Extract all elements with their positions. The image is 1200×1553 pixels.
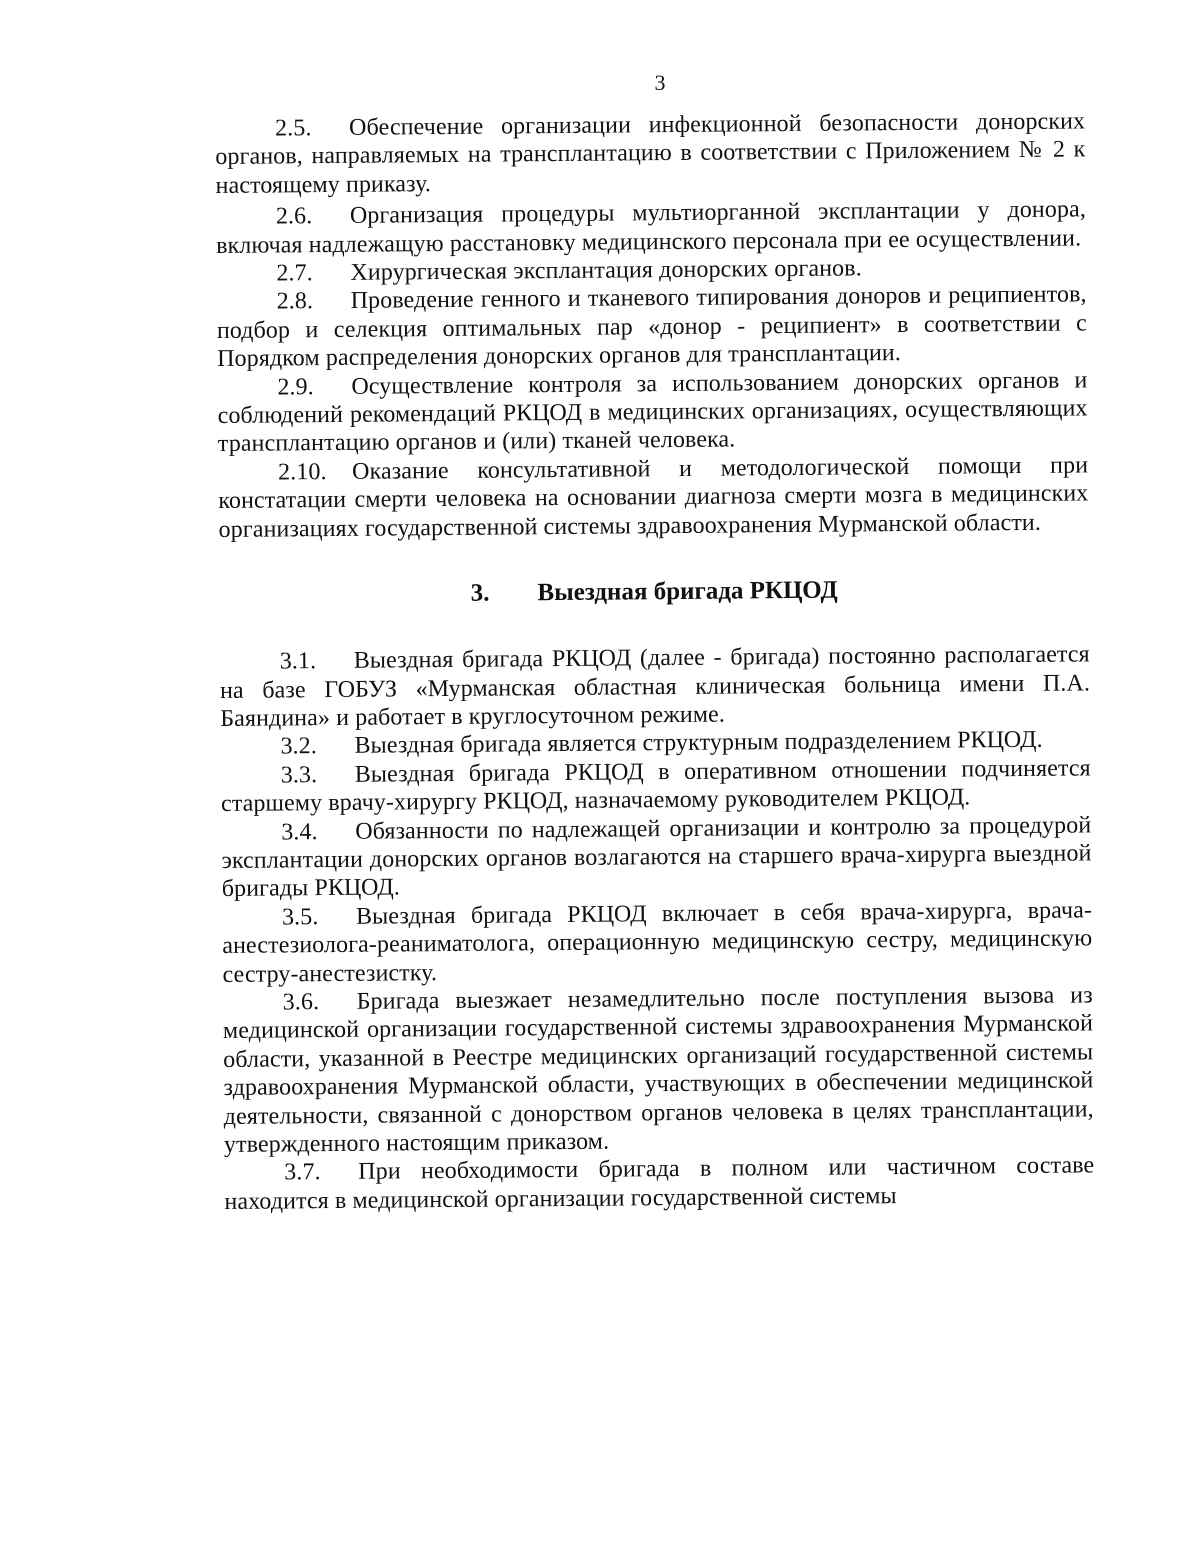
section-3-items: [220, 640, 1095, 1216]
item-number: 3.6.: [282, 989, 320, 1016]
paragraph-2-8: [217, 281, 1088, 374]
item-number: 3.5.: [281, 903, 319, 931]
item-text: Проведение генного и тканевого типирования доноров и реципиентов, подбор и селекция оптимальных пар «донор - реципиент» в соответствии с Порядком распределения донорских органов для трансплантации.: [216, 281, 1087, 373]
item-number: 2.10.: [278, 458, 327, 486]
item-text: Выездная бригада является структурным подразделением РКЦОД.: [354, 727, 1043, 760]
section-3-heading: [219, 574, 1089, 610]
item-text: При необходимости бригада в полном или частичном составе находится в медицинской организации государственной системы: [224, 1152, 1095, 1215]
item-number: 2.9.: [277, 373, 314, 401]
item-text: Бригада выезжает незамедлительно после поступления вызова из медицинской организации государственной системы здравоохранения Мурманской области, указанной в Реестре медицинских организаций государственной системы здравоохранения Мурманской области, участвующих в обеспечении медицинской деятельности, связанной с донорством органов человека в целях трансплантации, утвержденного настоящим приказом.: [222, 982, 1094, 1158]
item-number: 3.4.: [281, 818, 318, 845]
paragraph-2-10: [218, 451, 1089, 544]
item-text: Выездная бригада РКЦОД (далее - бригада) постоянно располагается на базе ГОБУЗ «Мурманская областная клиническая больница имени П.А. Баяндина» и работает в круглосуточном режиме.: [219, 641, 1091, 732]
item-number: 3.2.: [280, 733, 318, 760]
section-title: Выездная бригада РКЦОД: [537, 576, 838, 607]
item-text: Выездная бригада РКЦОД включает в себя врача-хирурга, врача-анестезиолога-реаниматолога, операционную медицинскую сестру, медицинскую сестру-анестезистку.: [222, 897, 1093, 988]
item-text: Организация процедуры мультиорганной эксплантации у донора, включая надлежащую расстановку медицинского персонала при ее осуществлении.: [216, 196, 1086, 259]
paragraph-3-6: [223, 981, 1094, 1159]
item-number: 2.5.: [275, 115, 312, 142]
item-number: 3.1.: [279, 648, 317, 675]
paragraph-2-9: [217, 366, 1088, 459]
item-text: Обеспечение организации инфекционной безопасности донорских органов, направляемых на трансплантацию в соответствии с Приложением № 2 к настоящему приказу.: [215, 108, 1086, 199]
item-text: Хирургическая эксплантация донорских органов.: [350, 255, 862, 286]
section-2-items: [215, 107, 1089, 544]
item-number: 3.3.: [280, 761, 318, 789]
page-number: 3: [654, 70, 666, 95]
paragraph-3-3: [221, 754, 1091, 818]
paragraph-3-5: [222, 896, 1093, 989]
document-body: [215, 107, 1095, 1216]
item-text: Обязанности по надлежащей организации и контролю за процедурой эксплантации донорских органов возлагаются на старшего врача-хирурга выездной бригады РКЦОД.: [221, 811, 1092, 903]
item-text: Оказание консультативной и методологической помощи при констатации смерти человека на основании диагноза смерти мозга в медицинских организациях государственной системы здравоохранения Мурманской области.: [218, 452, 1089, 543]
item-number: 2.8.: [276, 288, 314, 315]
paragraph-2-6: [216, 196, 1086, 260]
item-number: 2.7.: [276, 260, 313, 287]
item-number: 2.6.: [275, 203, 313, 230]
paragraph-3-7: [224, 1152, 1094, 1216]
section-number: 3.: [470, 579, 490, 607]
item-number: 3.7.: [284, 1159, 321, 1186]
paragraph-3-1: [220, 640, 1091, 733]
paragraph-2-5: [215, 107, 1086, 200]
item-text: Осуществление контроля за использованием донорских органов и соблюдений рекомендаций РКЦОД в медицинских организациях, осуществляющих трансплантацию органов и (или) тканей человека.: [217, 367, 1088, 458]
item-text: Выездная бригада РКЦОД в оперативном отношении подчиняется старшему врачу-хирургу РКЦОД, назначаемому руководителем РКЦОД.: [220, 755, 1091, 818]
paragraph-3-4: [221, 811, 1092, 904]
